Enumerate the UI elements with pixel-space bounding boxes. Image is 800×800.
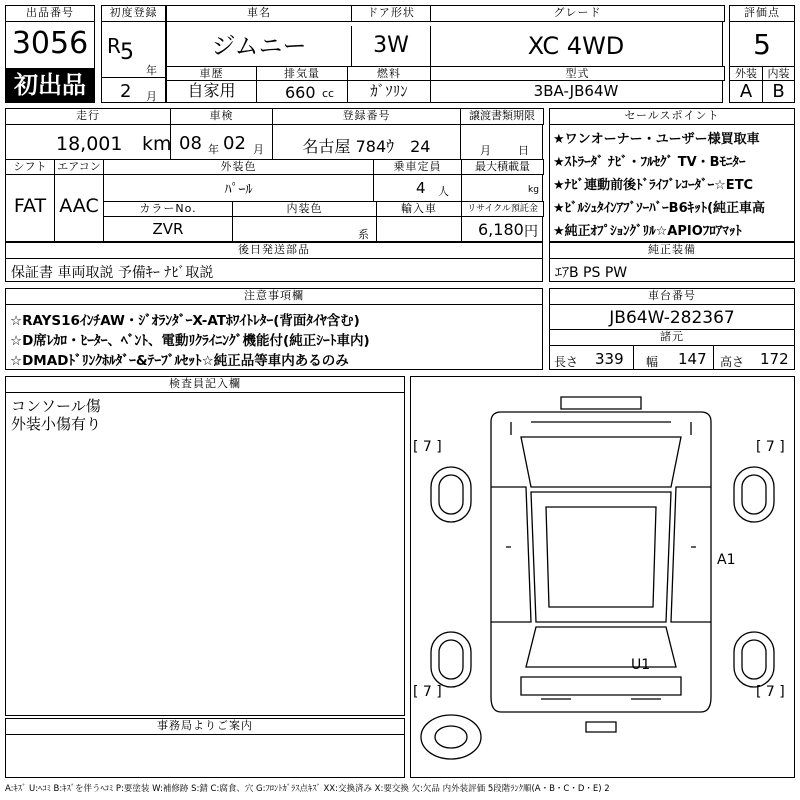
mileage-label: 走行 — [5, 108, 171, 125]
shift-label: シフト — [5, 159, 55, 175]
recycle-fee: 6,180 — [478, 220, 524, 239]
score: 5 — [753, 28, 771, 61]
inspection-month: 02 — [223, 133, 246, 154]
first-listing-badge: 初出品 — [6, 68, 94, 102]
displacement-unit: cc — [322, 87, 335, 100]
exterior-label: 外装 — [729, 66, 763, 81]
first-registration-box — [101, 5, 166, 103]
inspection-year-unit: 年 — [208, 143, 219, 156]
max-load-unit: kg — [528, 185, 539, 195]
month-unit: 月 — [146, 90, 157, 103]
later-parts-label: 後日発送部品 — [5, 242, 543, 259]
displacement-label: 排気量 — [256, 66, 348, 81]
exterior-color-label: 外装色 — [103, 159, 374, 175]
exterior-grade: A — [739, 81, 753, 102]
interior-grade: B — [772, 81, 785, 102]
inspection-month-unit: 月 — [253, 143, 264, 156]
notes-label: 注意事項欄 — [5, 288, 543, 305]
fuel-label: 燃料 — [347, 66, 431, 81]
displacement: 660 — [285, 83, 316, 102]
sales-point-5: ★純正ｵﾌﾟｼｮﾝｸﾞﾘﾙ☆APIOﾌﾛｱﾏｯﾄ — [553, 224, 742, 239]
sales-points-label: セールスポイント — [549, 108, 795, 125]
legend: A:ｷｽﾞ U:ﾍｺﾐ B:ｷｽﾞを伴うﾍｺﾐ P:要塗装 W:補修跡 S:錆 C:腐食、穴 G:ﾌﾛﾝﾄｶﾞﾗｽ点ｷｽﾞ XX:交換済み X:要交換 欠:欠品 内外装評価 5段階ﾗﾝｸ順(A・B・C・D・E) 2 — [5, 784, 610, 794]
inspection-label: 車検 — [170, 108, 273, 125]
ac-label: エアコン — [54, 159, 104, 175]
length-label: 長さ — [554, 355, 579, 369]
era-year: 5 — [120, 40, 134, 65]
sales-point-3: ★ﾅﾋﾞ連動前後ﾄﾞﾗｲﾌﾞﾚｺｰﾀﾞｰ☆ETC — [553, 178, 754, 193]
mileage: 18,001 — [56, 133, 123, 155]
sales-points-box — [549, 108, 795, 242]
chassis-number: JB64W-282367 — [609, 308, 735, 328]
inspection-year: 08 — [179, 133, 202, 154]
chassis-label: 車台番号 — [549, 288, 795, 305]
car-info-box — [166, 5, 723, 103]
tire-front-right: [ 7 ] — [756, 439, 785, 455]
ac: AAC — [59, 195, 99, 217]
tire-front-left: [ 7 ] — [413, 439, 442, 455]
transfer-month-unit: 月 — [480, 144, 491, 157]
mileage-unit: km — [142, 133, 172, 155]
transfer-deadline-label: 譲渡書類期限 — [460, 108, 544, 125]
grade: XC 4WD — [527, 32, 625, 60]
damage-mark-a1: A1 — [717, 552, 736, 568]
lot-number: 3056 — [11, 26, 89, 61]
car-name: ジムニー — [211, 32, 307, 60]
note-2: ☆D席ﾚｶﾛ・ﾋｰﾀｰ、ﾍﾞﾝﾄ、電動ﾘｸﾗｲﾆﾝｸﾞ機能付(純正ｼｰﾄ車内) — [10, 333, 370, 349]
lot-number-label: 出品番号 — [5, 5, 95, 22]
inspector-note-1: コンソール傷 — [11, 397, 101, 415]
dimensions-label: 諸元 — [549, 329, 795, 346]
car-name-label: 車名 — [166, 5, 352, 22]
car-diagram-box — [410, 376, 795, 778]
exterior-color: ﾊﾟｰﾙ — [224, 182, 253, 198]
color-number-label: カラーNo. — [103, 201, 233, 217]
import-label: 輸入車 — [376, 201, 462, 217]
interior-label: 内装 — [762, 66, 795, 81]
height-label: 高さ — [720, 355, 745, 369]
later-parts: 保証書 車両取説 予備ｷｰ ﾅﾋﾞ取説 — [11, 265, 214, 281]
history-label: 車歴 — [166, 66, 257, 81]
chassis-box — [549, 288, 795, 370]
model-label: 型式 — [430, 66, 725, 81]
width-label: 幅 — [646, 355, 659, 369]
later-parts-box — [5, 242, 543, 282]
era: R — [107, 34, 121, 58]
office-box — [5, 718, 405, 778]
fuel: ｶﾞｿﾘﾝ — [370, 82, 408, 100]
width: 147 — [678, 350, 707, 368]
inspector-label: 検査員記入欄 — [5, 376, 405, 393]
inspector-box — [5, 376, 405, 716]
month: 2 — [120, 81, 132, 102]
sales-point-4: ★ﾋﾞﾙｼｭﾀｲﾝｱﾌﾞｿｰﾊﾞｰB6ｷｯﾄ(純正車高 — [553, 201, 766, 216]
standard-equipment-label: 純正装備 — [549, 242, 795, 259]
shift: FAT — [13, 195, 47, 217]
history: 自家用 — [187, 81, 236, 100]
tire-rear-right: [ 7 ] — [756, 684, 785, 700]
length: 339 — [595, 350, 624, 368]
capacity-unit: 人 — [438, 185, 449, 198]
standard-equipment-box — [549, 242, 795, 282]
model: 3BA-JB64W — [533, 82, 619, 100]
door-label: ドア形状 — [351, 5, 431, 22]
damage-mark-u1: U1 — [631, 657, 651, 673]
standard-equipment: ｴｱB PS PW — [555, 265, 628, 281]
grade-label: グレード — [430, 5, 725, 22]
sales-point-2: ★ｽﾄﾗｰﾀﾞ ﾅﾋﾞ・ﾌﾙｾｸﾞ TV・Bﾓﾆﾀｰ — [553, 155, 746, 170]
registration-label: 登録番号 — [272, 108, 461, 125]
registration-number: 名古屋 784ｳ 24 — [302, 137, 431, 156]
interior-color-unit: 系 — [358, 228, 369, 241]
interior-color-label: 内装色 — [232, 201, 377, 217]
capacity-label: 乗車定員 — [373, 159, 462, 175]
note-3: ☆DMADﾄﾞﾘﾝｸﾎﾙﾀﾞｰ&ﾃｰﾌﾞﾙｾｯﾄ☆純正品等車内あるのみ — [10, 353, 349, 369]
height: 172 — [760, 350, 789, 368]
score-label: 評価点 — [729, 5, 795, 22]
office-label: 事務局よりご案内 — [5, 718, 405, 735]
first-registration-label: 初度登録 — [101, 5, 166, 22]
color-number: ZVR — [152, 220, 184, 238]
max-load-label: 最大積載量 — [461, 159, 544, 175]
tire-rear-left: [ 7 ] — [413, 684, 442, 700]
vehicle-details-box — [5, 108, 543, 242]
notes-box — [5, 288, 543, 370]
inspector-note-2: 外装小傷有り — [11, 415, 102, 433]
car-diagram — [411, 377, 794, 777]
year-unit: 年 — [146, 64, 157, 77]
note-1: ☆RAYS16ｲﾝﾁAW・ｼﾞｵﾗﾝﾀﾞｰX-ATﾎﾜｲﾄﾚﾀｰ(背面ﾀｲﾔ含む) — [10, 313, 360, 329]
recycle-label: リサイクル預託金 — [461, 201, 544, 217]
door-type: 3W — [351, 26, 431, 68]
sales-point-1: ★ワンオーナー・ユーザー様買取車 — [553, 132, 760, 147]
lot-number-box — [5, 5, 95, 103]
recycle-unit: 円 — [524, 224, 538, 240]
transfer-day-unit: 日 — [518, 144, 529, 157]
capacity: 4 — [416, 179, 426, 197]
score-box — [729, 5, 795, 103]
